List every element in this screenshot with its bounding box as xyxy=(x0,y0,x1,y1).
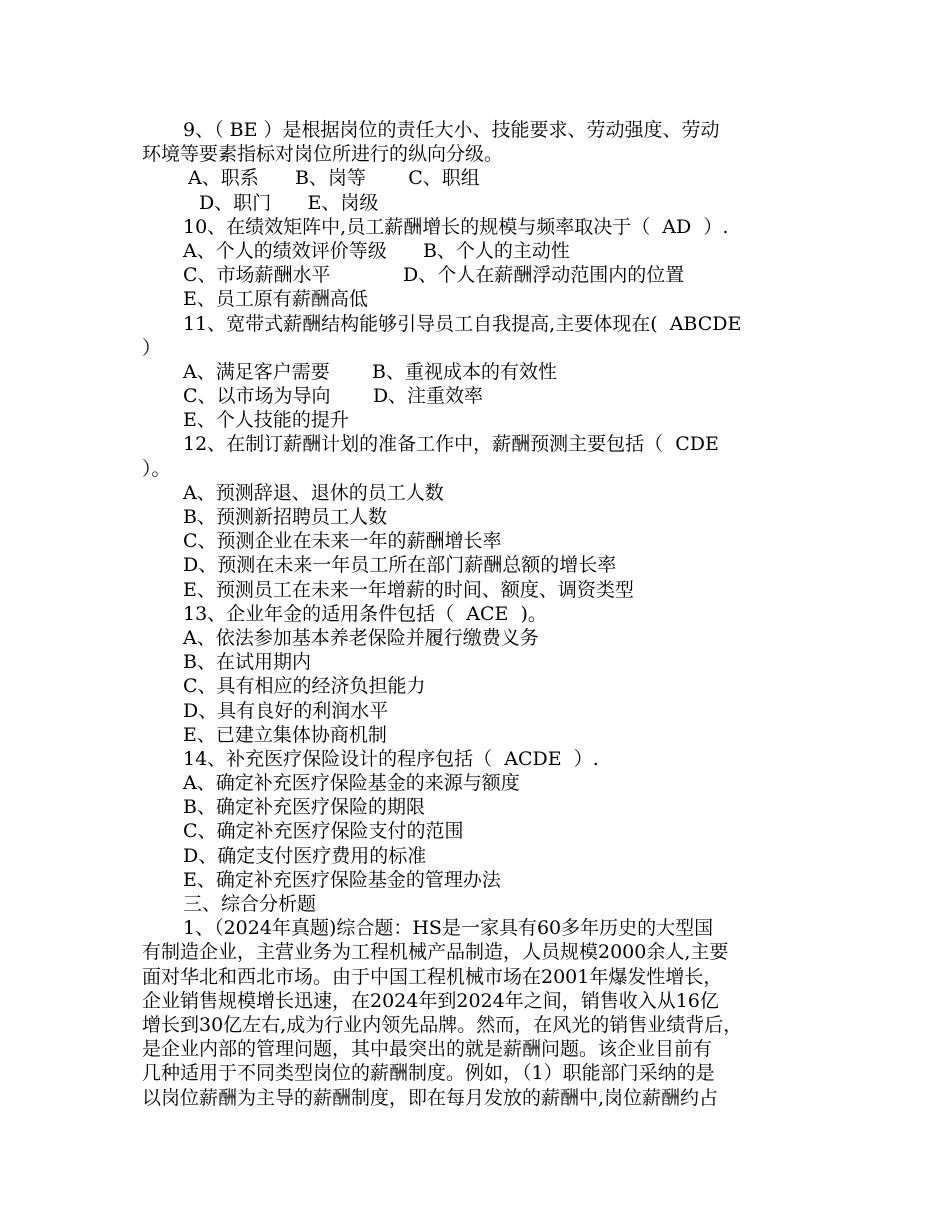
text-line: B、在试用期内 xyxy=(183,651,311,674)
text-line: C、预测企业在未来一年的薪酬增长率 xyxy=(183,530,502,553)
text-line: 面对华北和西北市场。由于中国工程机械市场在2001年爆发性增长， xyxy=(142,965,723,988)
text-line: ）。 xyxy=(142,457,171,480)
text-line: D、预测在未来一年员工所在部门薪酬总额的增长率 xyxy=(183,554,617,577)
text-line: 环境等要素指标对岗位所进行的纵向分级。 xyxy=(142,143,504,166)
text-line: D、职门 E、岗级 xyxy=(199,191,379,214)
text-line: 11、宽带式薪酬结构能够引导员工自我提高,主要体现在( ABCDE xyxy=(183,312,742,335)
text-line: E、预测员工在未来一年增薪的时间、额度、调资类型 xyxy=(183,578,634,601)
text-line: 以岗位薪酬为主导的薪酬制度，即在每月发放的薪酬中,岗位薪酬约占 xyxy=(142,1086,719,1109)
text-line: 9、（ BE ）是根据岗位的责任大小、技能要求、劳动强度、劳动 xyxy=(183,119,720,141)
text-line: E、确定补充医疗保险基金的管理办法 xyxy=(183,868,501,891)
text-line: A、个人的绩效评价等级 B、个人的主动性 xyxy=(183,239,570,262)
text-line: 企业销售规模增长迅速，在2024年到2024年之间，销售收入从16亿 xyxy=(142,989,719,1012)
text-line: A、确定补充医疗保险基金的来源与额度 xyxy=(183,772,520,795)
text-line: A、满足客户需要 B、重视成本的有效性 xyxy=(183,360,557,383)
text-line: 是企业内部的管理问题，其中最突出的就是薪酬问题。该企业目前有 xyxy=(142,1038,713,1061)
text-line: E、个人技能的提升 xyxy=(183,409,349,432)
text-line: 13、企业年金的适用条件包括（ ACE )。 xyxy=(183,602,547,625)
text-line: C、确定补充医疗保险支付的范围 xyxy=(183,820,464,843)
text-line: C、市场薪酬水平 D、个人在薪酬浮动范围内的位置 xyxy=(183,264,685,287)
text-line: ） xyxy=(142,336,162,359)
text-line: E、员工原有薪酬高低 xyxy=(183,288,368,311)
text-line: B、确定补充医疗保险的期限 xyxy=(183,796,425,819)
text-line: D、具有良好的利润水平 xyxy=(183,699,389,722)
text-line: C、具有相应的经济负担能力 xyxy=(183,675,426,698)
text-line: A、职系 B、岗等 C、职组 xyxy=(188,167,480,190)
text-line: A、预测辞退、退休的员工人数 xyxy=(183,481,444,504)
text-line: D、确定支付医疗费用的标准 xyxy=(183,844,427,867)
text-line: 增长到30亿左右,成为行业内领先品牌。然而，在风光的销售业绩背后， xyxy=(142,1013,743,1036)
text-line: 1、（2024年真题)综合题：HS是一家具有60多年历史的大型国 xyxy=(183,917,714,940)
text-line: 有制造企业，主营业务为工程机械产品制造，人员规模2000余人,主要 xyxy=(142,941,729,964)
text-line: 几种适用于不同类型岗位的薪酬制度。例如，（1）职能部门采纳的是 xyxy=(142,1062,715,1085)
text-line: 三、综合分析题 xyxy=(183,893,317,915)
document-body xyxy=(142,118,817,1110)
text-line: E、已建立集体协商机制 xyxy=(183,723,387,746)
text-line: B、预测新招聘员工人数 xyxy=(183,506,387,528)
text-line: A、依法参加基本养老保险并履行缴费义务 xyxy=(183,626,539,649)
text-line: 12、在制订薪酬计划的准备工作中，薪酬预测主要包括（ CDE xyxy=(183,433,719,456)
text-line: 10、在绩效矩阵中,员工薪酬增长的规模与频率取决于（ AD ）. xyxy=(183,215,729,238)
text-line: 14、补充医疗保险设计的程序包括（ ACDE ）. xyxy=(183,747,599,770)
text-line: C、以市场为导向 D、注重效率 xyxy=(183,385,484,408)
